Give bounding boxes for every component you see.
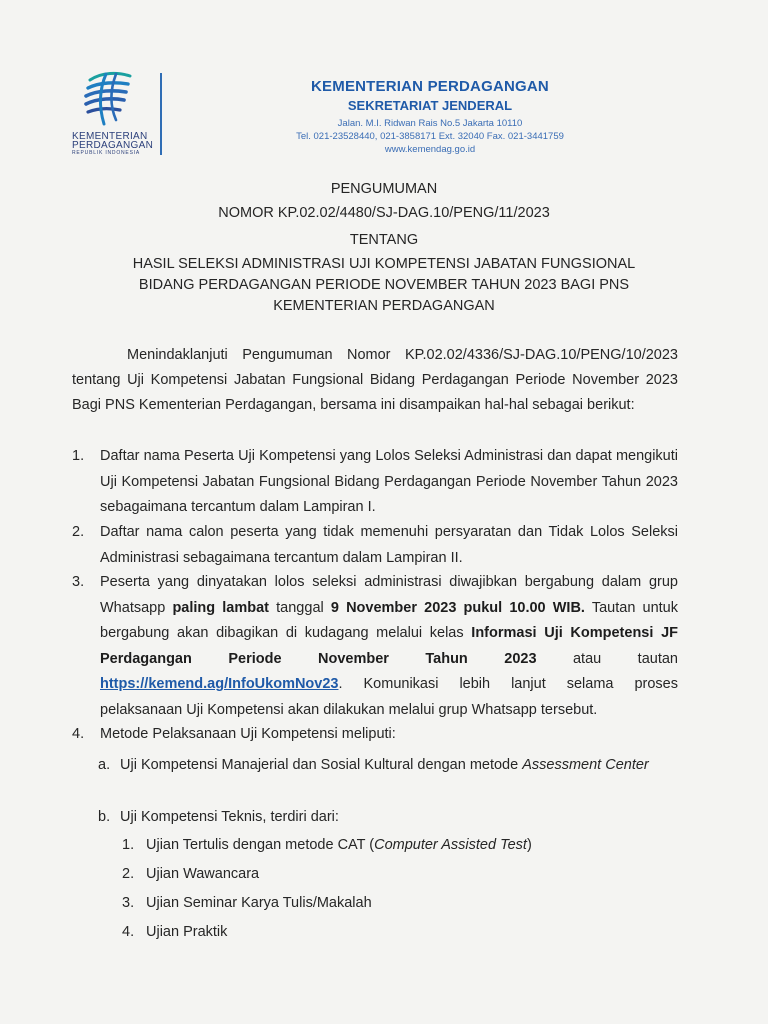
title-line-3: KEMENTERIAN PERDAGANGAN [273,298,495,314]
office-website: www.kemendag.go.id [384,144,476,155]
title-line-1: HASIL SELEKSI ADMINISTRASI UJI KOMPETENSI JABATAN FUNGSIONAL [132,256,636,272]
title-line-2: BIDANG PERDAGANGAN PERIODE NOVEMBER TAHUN 2023 BAGI PNS [138,277,630,293]
intro-paragraph: Menindaklanjuti Pengumuman Nomor KP.02.02/4336/SJ-DAG.10/PENG/10/2023 tentang Uji Kompetensi Jabatan Fungsional Bidang Perdagangan Periode November 2023 Bagi PNS Kementerian Perdagangan, bersama ini disampaikan hal-hal sebagai berikut: [72,347,678,413]
item-text-part: . Komunikasi lebih lanjut selama proses pelaksanaan Uji Kompetensi akan dilakukan melalui grup Whatsapp tersebut. [100,676,678,718]
office-phone: Tel. 021-23528440, 021-3858171 Ext. 32040 Fax. 021-3441759 [296,131,564,142]
ministry-name: KEMENTERIAN PERDAGANGAN [311,78,549,95]
item-text: Daftar nama calon peserta yang tidak memenuhi persyaratan dan Tidak Lolos Seleksi Administrasi sebagaimana tercantum dalam Lampiran II. [100,524,678,566]
item-number: 4. [72,726,85,742]
item-text: Metode Pelaksanaan Uji Kompetensi meliputi: [100,726,396,742]
tech-test-tail: ) [526,837,532,853]
item-text-part: tanggal [269,599,331,616]
item-text-part: Tautan untuk bergabung akan dibagikan di kudagang melalui kelas [100,599,678,641]
class-name: Informasi Uji Kompetensi JF Perdagangan Periode November Tahun 2023 [100,625,678,667]
letterhead-divider [160,73,162,155]
item-text: Daftar nama Peserta Uji Kompetensi yang Lolos Seleksi Administrasi dan dapat mengikuti Uji Kompetensi Jabatan Fungsional Bidang Perdagangan Periode November Tahun 2023 sebagaimana tercantum dalam Lampiran I. [100,448,678,515]
sub-item-letter: a. [98,757,111,773]
tech-test-number: 2. [122,866,135,882]
item-text [100,570,678,723]
deadline-label: paling lambat [172,599,270,616]
list-item [72,570,678,723]
info-link[interactable]: https://kemend.ag/InfoUkomNov23 [100,676,339,692]
item-number: 2. [72,524,85,540]
announcement-heading: PENGUMUMAN [330,181,438,197]
secretariat-name: SEKRETARIAT JENDERAL [347,98,513,113]
item-text-part: Peserta yang dinyatakan lolos seleksi administrasi diwajibkan bergabung dalam grup Whatsapp [100,574,678,616]
tech-test-number: 1. [122,837,135,853]
sub-item-text-part: Uji Kompetensi Manajerial dan Sosial Kultural dengan metode [120,757,523,773]
sub-list-item [98,753,678,778]
item-number: 1. [72,448,85,464]
list-item [72,520,678,571]
ministry-emblem-icon [84,70,134,128]
list-item [72,444,678,521]
tech-test-item [122,837,532,853]
logo-line-3: REPUBLIK INDONESIA [72,150,141,156]
tech-test-italic: Computer Assisted Test [374,837,527,853]
sub-item-text [120,753,678,778]
announcement-number: NOMOR KP.02.02/4480/SJ-DAG.10/PENG/11/2023 [218,205,550,221]
item-number: 3. [72,574,85,590]
logo-line-1: KEMENTERIAN [72,131,148,142]
tech-test-number: 3. [122,895,135,911]
method-name: Assessment Center [522,757,649,773]
office-address: Jalan. M.I. Ridwan Rais No.5 Jakarta 10110 [337,118,523,129]
announcement-about: TENTANG [349,232,419,248]
announcement-title [60,254,708,317]
tech-test-text: Ujian Wawancara [146,866,260,882]
tech-test-text: Ujian Tertulis dengan metode CAT ( [146,837,375,853]
item-text-part: atau tautan [536,650,678,667]
logo-caption [72,132,153,157]
tech-test-item [122,866,259,882]
list-item [72,722,678,748]
tech-test-item [122,924,227,940]
tech-test-number: 4. [122,924,135,940]
deadline-date: 9 November 2023 pukul 10.00 WIB. [330,599,585,616]
logo-line-2: PERDAGANGAN [72,140,154,151]
tech-test-text: Ujian Praktik [146,924,228,940]
tech-test-text: Ujian Seminar Karya Tulis/Makalah [146,895,372,911]
tech-test-item [122,895,372,911]
sub-list-item [98,805,678,830]
sub-item-letter: b. [98,809,111,825]
sub-item-text: Uji Kompetensi Teknis, terdiri dari: [120,809,339,825]
